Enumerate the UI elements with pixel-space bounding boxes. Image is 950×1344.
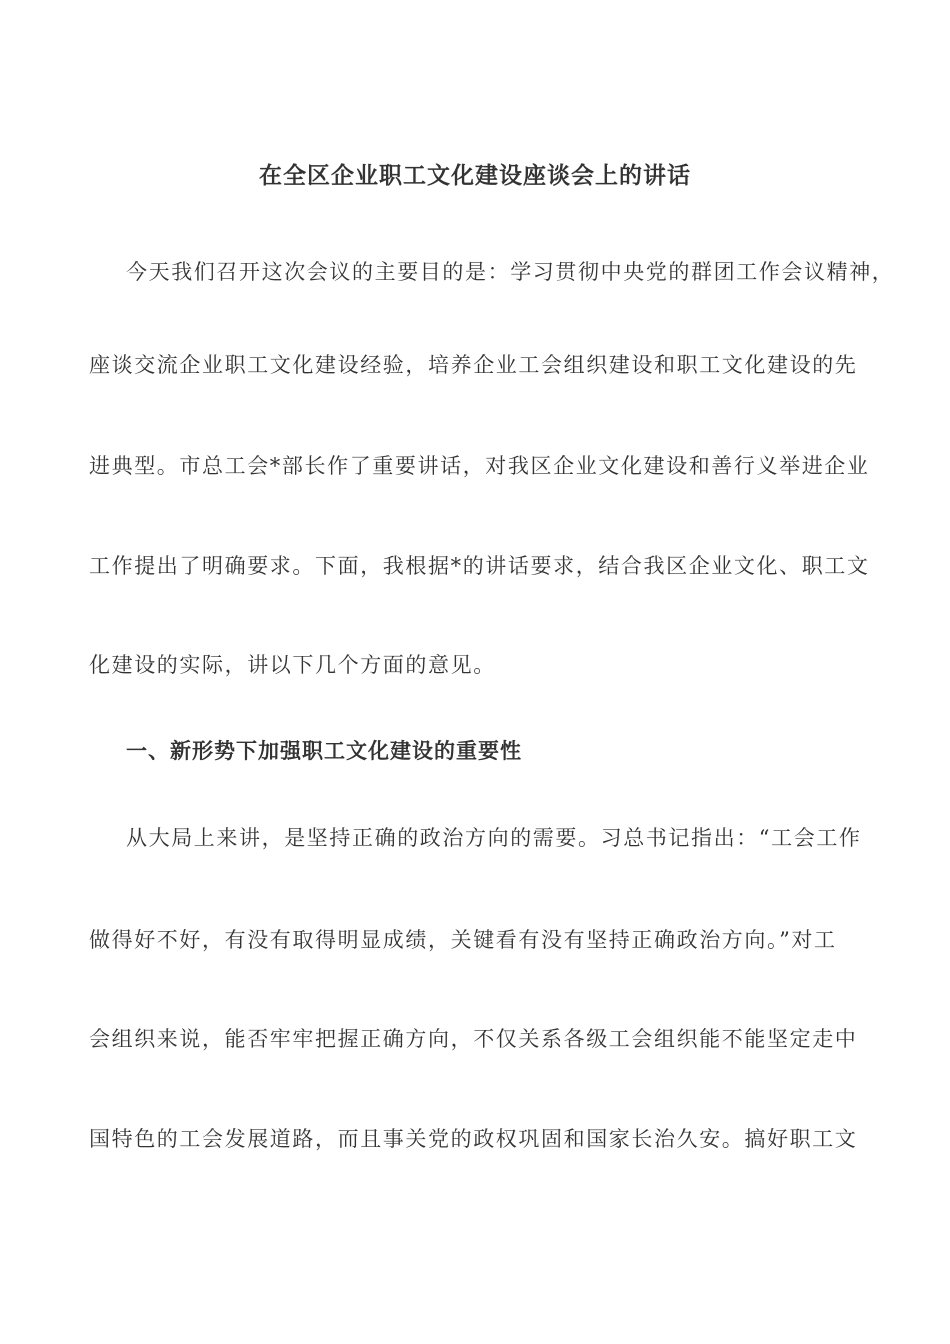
- paragraph-1-line-4: 工作提出了明确要求。下面，我根据*的讲话要求，结合我区企业文化、职工文: [89, 554, 870, 578]
- paragraph-2-line-4: 国特色的工会发展道路，而且事关党的政权巩固和国家长治久安。搞好职工文: [89, 1127, 858, 1151]
- paragraph-1-line-2: 座谈交流企业职工文化建设经验，培养企业工会组织建设和职工文化建设的先: [89, 353, 858, 377]
- section-1-heading: 一、新形势下加强职工文化建设的重要性: [126, 738, 522, 763]
- paragraph-1-line-5: 化建设的实际，讲以下几个方面的意见。: [89, 653, 496, 677]
- paragraph-1-line-1: 今天我们召开这次会议的主要目的是：学习贯彻中央党的群团工作会议精神，: [126, 260, 895, 284]
- paragraph-2-line-2: 做得好不好，有没有取得明显成绩，关键看有没有坚持正确政治方向。”对工: [89, 928, 837, 952]
- paragraph-2-line-3: 会组织来说，能否牢牢把握正确方向，不仅关系各级工会组织能不能坚定走中: [89, 1027, 858, 1051]
- document-title: 在全区企业职工文化建设座谈会上的讲话: [259, 162, 691, 189]
- paragraph-2-line-1: 从大局上来讲，是坚持正确的政治方向的需要。习总书记指出：“工会工作: [126, 826, 862, 850]
- paragraph-1-line-3: 进典型。市总工会*部长作了重要讲话，对我区企业文化建设和善行义举进企业: [89, 454, 870, 478]
